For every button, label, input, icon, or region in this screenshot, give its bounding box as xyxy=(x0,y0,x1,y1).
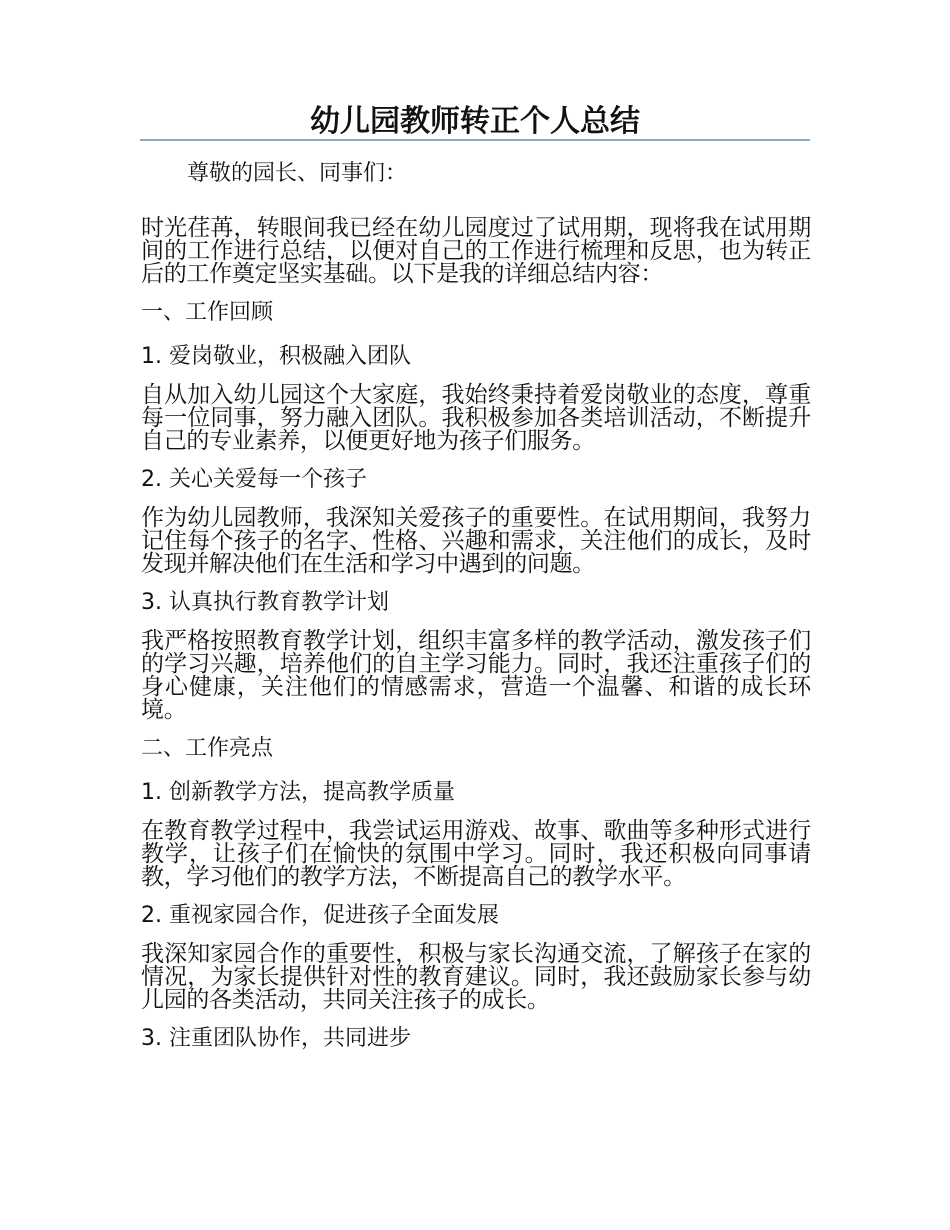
document-body xyxy=(141,157,811,1066)
subheading-teamwork: 3. 注重团队协作，共同进步 xyxy=(141,1026,411,1051)
subheading-dedication: 1. 爱岗敬业，积极融入团队 xyxy=(141,344,411,369)
title-underline xyxy=(140,139,810,141)
subheading-teaching-plan: 3. 认真执行教育教学计划 xyxy=(141,590,389,615)
subheading-home-school: 2. 重视家园合作，促进孩子全面发展 xyxy=(141,903,499,928)
paragraph-teaching-plan: 我严格按照教育教学计划，组织丰富多样的教学活动，激发孩子们的学习兴趣，培养他们的自主学习能力。同时，我还注重孩子们的身心健康，关注他们的情感需求，营造一个温馨、和谐的成长环境。 xyxy=(141,628,811,723)
subheading-innovative-methods: 1. 创新教学方法，提高教学质量 xyxy=(141,780,455,805)
section-heading-work-review: 一、工作回顾 xyxy=(141,300,274,325)
document-title: 幼儿园教师转正个人总结 xyxy=(310,104,640,139)
paragraph-innovative-methods: 在教育教学过程中，我尝试运用游戏、故事、歌曲等多种形式进行教学，让孩子们在愉快的氛围中学习。同时，我还积极向同事请教，学习他们的教学方法，不断提高自己的教学水平。 xyxy=(141,818,811,890)
intro-paragraph: 时光荏苒，转眼间我已经在幼儿园度过了试用期，现将我在试用期间的工作进行总结，以便对自己的工作进行梳理和反思，也为转正后的工作奠定坚实基础。以下是我的详细总结内容： xyxy=(141,215,811,287)
paragraph-care-children: 作为幼儿园教师，我深知关爱孩子的重要性。在试用期间，我努力记住每个孩子的名字、性格、兴趣和需求，关注他们的成长，及时发现并解决他们在生活和学习中遇到的问题。 xyxy=(141,505,811,577)
paragraph-home-school: 我深知家园合作的重要性，积极与家长沟通交流，了解孩子在家的情况，为家长提供针对性的教育建议。同时，我还鼓励家长参与幼儿园的各类活动，共同关注孩子的成长。 xyxy=(141,941,811,1013)
greeting: 尊敬的园长、同事们： xyxy=(187,161,408,186)
section-heading-highlights: 二、工作亮点 xyxy=(141,736,274,761)
paragraph-dedication: 自从加入幼儿园这个大家庭，我始终秉持着爱岗敬业的态度，尊重每一位同事，努力融入团队。我积极参加各类培训活动，不断提升自己的专业素养，以便更好地为孩子们服务。 xyxy=(141,382,811,454)
subheading-care-children: 2. 关心关爱每一个孩子 xyxy=(141,467,367,492)
